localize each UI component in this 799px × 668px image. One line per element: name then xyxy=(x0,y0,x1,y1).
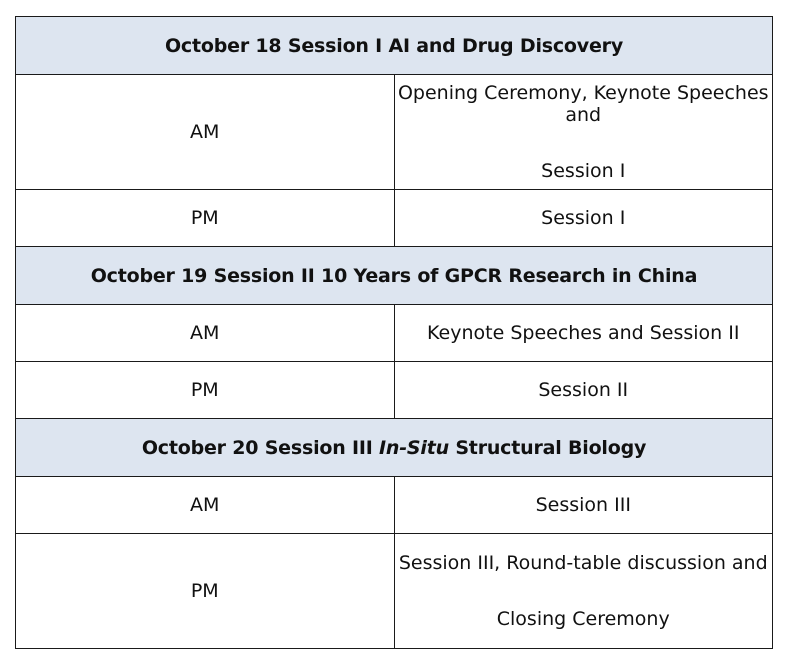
day-header-october-20 xyxy=(16,419,773,477)
day-title-text-after: Structural Biology xyxy=(448,436,647,459)
time-slot-cell: AM xyxy=(16,305,395,362)
day-header-october-18 xyxy=(16,17,773,75)
activity-line: Session I xyxy=(541,207,626,229)
activity-line: Keynote Speeches and Session II xyxy=(427,322,740,344)
day-header-row xyxy=(16,247,773,305)
session-row xyxy=(16,477,773,534)
time-slot-cell: PM xyxy=(16,534,395,649)
day-title-text: October 20 Session III xyxy=(141,436,380,459)
time-slot-cell: AM xyxy=(16,477,395,534)
activity-line: Session III xyxy=(535,494,631,516)
activity-line: Session I xyxy=(541,160,626,182)
activity-cell xyxy=(394,305,773,362)
session-row xyxy=(16,534,773,649)
session-row xyxy=(16,190,773,247)
activity-cell xyxy=(394,190,773,247)
activity-line: Session III, Round-table discussion and xyxy=(398,552,768,574)
day-header-row xyxy=(16,419,773,477)
activity-cell xyxy=(394,477,773,534)
time-slot-cell: PM xyxy=(16,190,395,247)
activity-cell xyxy=(394,362,773,419)
day-header-row xyxy=(16,17,773,75)
activity-cell xyxy=(394,75,773,190)
day-title-text: October 18 Session I AI and Drug Discovery xyxy=(164,34,624,57)
activity-line: Session II xyxy=(538,379,629,401)
activity-cell xyxy=(394,534,773,649)
activity-line: Opening Ceremony, Keynote Speeches and xyxy=(397,82,769,126)
day-title-italic: In-Situ xyxy=(379,436,449,459)
session-row xyxy=(16,362,773,419)
activity-line: Closing Ceremony xyxy=(496,608,670,630)
time-slot-cell: AM xyxy=(16,75,395,190)
session-row xyxy=(16,75,773,190)
session-row xyxy=(16,305,773,362)
time-slot-cell: PM xyxy=(16,362,395,419)
day-header-october-19 xyxy=(16,247,773,305)
day-title-text: October 19 Session II 10 Years of GPCR Research in China xyxy=(90,264,698,287)
schedule-table xyxy=(15,16,773,649)
